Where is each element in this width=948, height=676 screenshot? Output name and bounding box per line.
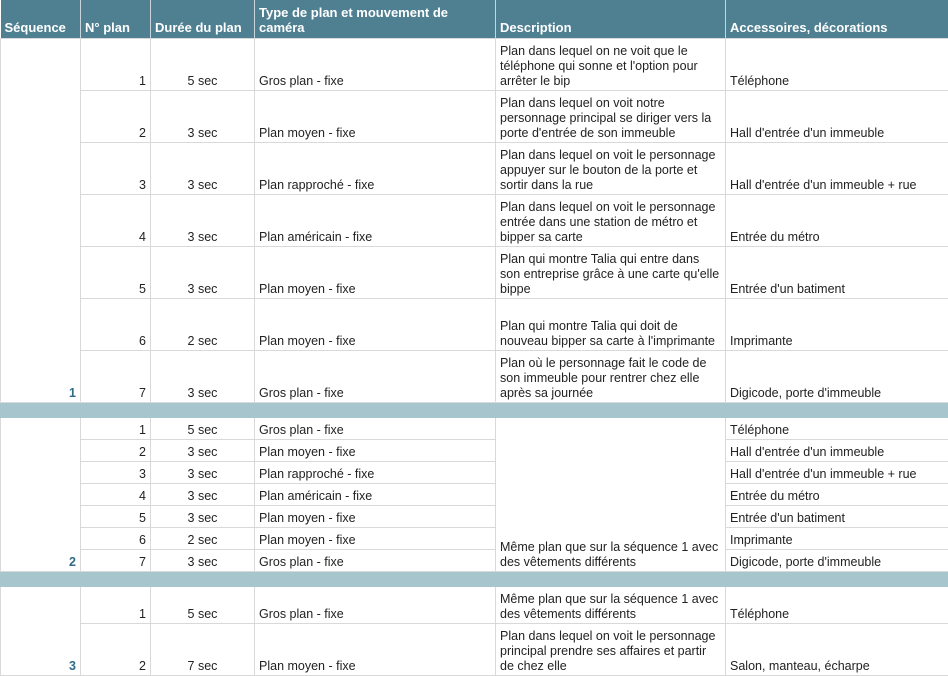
props-cell[interactable]: Hall d'entrée d'un immeuble + rue [726, 142, 948, 194]
plan-number-cell[interactable]: 3 [81, 461, 151, 483]
description-cell[interactable]: Plan dans lequel on voit le personnage appuyer sur le bouton de la porte et sortir dans la rue [496, 142, 726, 194]
shot-type-cell[interactable]: Plan américain - fixe [255, 483, 496, 505]
description-cell[interactable]: Plan qui montre Talia qui doit de nouveau bipper sa carte à l'imprimante [496, 298, 726, 350]
duration-cell[interactable]: 3 sec [151, 483, 255, 505]
description-cell[interactable]: Plan dans lequel on voit notre personnage principal se diriger vers la porte d'entrée de son immeuble [496, 90, 726, 142]
props-cell[interactable]: Téléphone [726, 586, 948, 623]
plan-number-cell[interactable]: 2 [81, 439, 151, 461]
duration-cell[interactable]: 3 sec [151, 461, 255, 483]
sequence-cell[interactable]: 1 [1, 38, 81, 402]
plan-number-cell[interactable]: 5 [81, 246, 151, 298]
table-row [1, 142, 948, 194]
table-row [1, 623, 948, 675]
plan-number-cell[interactable]: 5 [81, 505, 151, 527]
plan-number-cell[interactable]: 4 [81, 483, 151, 505]
table-row [1, 549, 948, 571]
plan-number-cell[interactable]: 1 [81, 417, 151, 439]
sequence-cell[interactable]: 2 [1, 417, 81, 571]
shot-type-cell[interactable]: Gros plan - fixe [255, 417, 496, 439]
plan-number-cell[interactable]: 2 [81, 623, 151, 675]
sequence-separator [1, 402, 948, 417]
shot-type-cell[interactable]: Gros plan - fixe [255, 549, 496, 571]
duration-cell[interactable]: 3 sec [151, 142, 255, 194]
header-row [1, 0, 948, 38]
table-row [1, 246, 948, 298]
props-cell[interactable]: Entrée du métro [726, 483, 948, 505]
duration-cell[interactable]: 3 sec [151, 350, 255, 402]
description-cell[interactable]: Plan qui montre Talia qui entre dans son entreprise grâce à une carte qu'elle bippe [496, 246, 726, 298]
sequence-separator [1, 571, 948, 586]
header-description[interactable]: Description [496, 0, 726, 38]
shot-type-cell[interactable]: Gros plan - fixe [255, 586, 496, 623]
duration-cell[interactable]: 3 sec [151, 246, 255, 298]
props-cell[interactable]: Téléphone [726, 38, 948, 90]
duration-cell[interactable]: 3 sec [151, 505, 255, 527]
table-row [1, 586, 948, 623]
sequence-cell[interactable]: 3 [1, 586, 81, 675]
props-cell[interactable]: Hall d'entrée d'un immeuble + rue [726, 461, 948, 483]
description-cell[interactable]: Même plan que sur la séquence 1 avec des vêtements différents [496, 586, 726, 623]
shot-type-cell[interactable]: Plan rapproché - fixe [255, 461, 496, 483]
header-sequence[interactable]: Séquence [1, 0, 81, 38]
plan-number-cell[interactable]: 1 [81, 38, 151, 90]
duration-cell[interactable]: 7 sec [151, 623, 255, 675]
duration-cell[interactable]: 2 sec [151, 527, 255, 549]
table-row [1, 194, 948, 246]
shot-type-cell[interactable]: Plan moyen - fixe [255, 623, 496, 675]
duration-cell[interactable]: 5 sec [151, 417, 255, 439]
duration-cell[interactable]: 3 sec [151, 194, 255, 246]
plan-number-cell[interactable]: 4 [81, 194, 151, 246]
duration-cell[interactable]: 3 sec [151, 439, 255, 461]
duration-cell[interactable]: 2 sec [151, 298, 255, 350]
table-row [1, 505, 948, 527]
props-cell[interactable]: Hall d'entrée d'un immeuble [726, 439, 948, 461]
props-cell[interactable]: Entrée du métro [726, 194, 948, 246]
table-row [1, 461, 948, 483]
description-cell[interactable]: Plan dans lequel on voit le personnage entrée dans une station de métro et bipper sa carte [496, 194, 726, 246]
props-cell[interactable]: Entrée d'un batiment [726, 246, 948, 298]
props-cell[interactable]: Digicode, porte d'immeuble [726, 350, 948, 402]
table-row [1, 439, 948, 461]
props-cell[interactable]: Entrée d'un batiment [726, 505, 948, 527]
table-row [1, 90, 948, 142]
table-row [1, 350, 948, 402]
table-row [1, 527, 948, 549]
plan-number-cell[interactable]: 7 [81, 549, 151, 571]
props-cell[interactable]: Salon, manteau, écharpe [726, 623, 948, 675]
props-cell[interactable]: Hall d'entrée d'un immeuble [726, 90, 948, 142]
description-cell[interactable]: Plan où le personnage fait le code de son immeuble pour rentrer chez elle après sa journée [496, 350, 726, 402]
plan-number-cell[interactable]: 6 [81, 298, 151, 350]
table-row [1, 483, 948, 505]
shot-type-cell[interactable]: Plan rapproché - fixe [255, 142, 496, 194]
shot-type-cell[interactable]: Plan moyen - fixe [255, 246, 496, 298]
shot-type-cell[interactable]: Gros plan - fixe [255, 350, 496, 402]
description-cell[interactable]: Plan dans lequel on ne voit que le téléphone qui sonne et l'option pour arrêter le bip [496, 38, 726, 90]
props-cell[interactable]: Imprimante [726, 298, 948, 350]
props-cell[interactable]: Téléphone [726, 417, 948, 439]
duration-cell[interactable]: 3 sec [151, 90, 255, 142]
plan-number-cell[interactable]: 6 [81, 527, 151, 549]
plan-number-cell[interactable]: 7 [81, 350, 151, 402]
props-cell[interactable]: Imprimante [726, 527, 948, 549]
duration-cell[interactable]: 5 sec [151, 38, 255, 90]
plan-number-cell[interactable]: 3 [81, 142, 151, 194]
table-row [1, 417, 948, 439]
shot-type-cell[interactable]: Gros plan - fixe [255, 38, 496, 90]
table-row [1, 38, 948, 90]
shot-type-cell[interactable]: Plan moyen - fixe [255, 90, 496, 142]
description-cell[interactable]: Même plan que sur la séquence 1 avec des vêtements différents [496, 417, 726, 571]
header-plan-number[interactable]: N° plan [81, 0, 151, 38]
table-row [1, 298, 948, 350]
header-shot-type[interactable]: Type de plan et mouvement de caméra [255, 0, 496, 38]
description-cell[interactable]: Plan dans lequel on voit le personnage principal prendre ses affaires et partir de chez elle [496, 623, 726, 675]
shot-type-cell[interactable]: Plan moyen - fixe [255, 298, 496, 350]
duration-cell[interactable]: 5 sec [151, 586, 255, 623]
shot-type-cell[interactable]: Plan américain - fixe [255, 194, 496, 246]
props-cell[interactable]: Digicode, porte d'immeuble [726, 549, 948, 571]
header-duration[interactable]: Durée du plan [151, 0, 255, 38]
shot-type-cell[interactable]: Plan moyen - fixe [255, 527, 496, 549]
header-props[interactable]: Accessoires, décorations [726, 0, 948, 38]
plan-number-cell[interactable]: 2 [81, 90, 151, 142]
shot-type-cell[interactable]: Plan moyen - fixe [255, 505, 496, 527]
duration-cell[interactable]: 3 sec [151, 549, 255, 571]
shot-type-cell[interactable]: Plan moyen - fixe [255, 439, 496, 461]
plan-number-cell[interactable]: 1 [81, 586, 151, 623]
